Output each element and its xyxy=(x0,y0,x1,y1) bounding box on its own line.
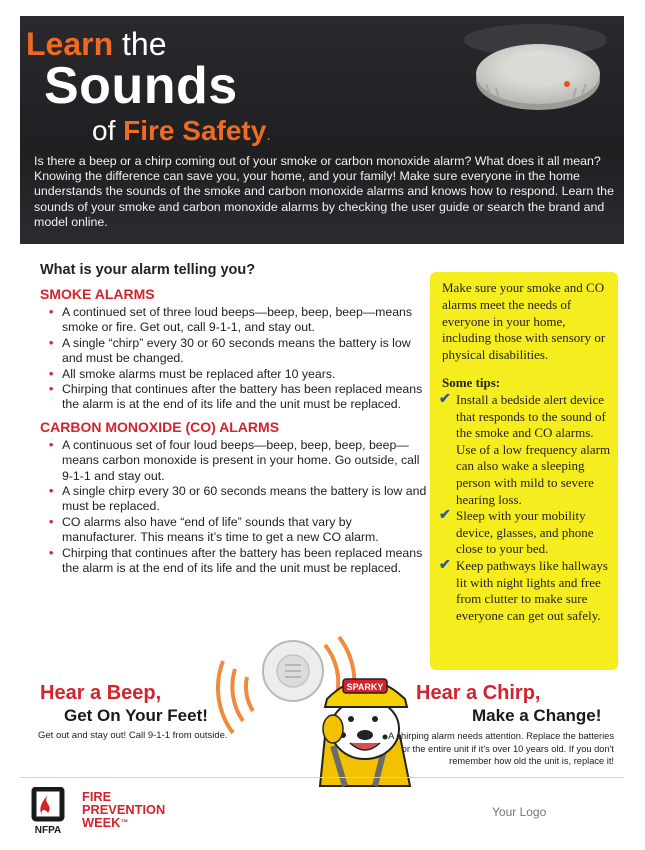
smoke-alarm-small-icon xyxy=(263,641,323,701)
tip-text: Keep pathways like hallways lit with night lights and free from clutter to make sure everyone can get out safely. xyxy=(456,557,608,623)
trademark-mark: ™ xyxy=(120,818,129,827)
chirp-headline: Hear a Chirp, xyxy=(416,682,541,704)
tips-list xyxy=(438,392,614,624)
beep-headline: Hear a Beep, xyxy=(40,682,162,704)
list-item: • A single chirp every 30 or 60 seconds means the battery is low and must be replaced. xyxy=(40,484,430,515)
tip-text: Sleep with your mobility device, glasses, and phone close to your bed. xyxy=(456,508,594,557)
list-item: • A continued set of three loud beeps—beep, beep, beep—means smoke or fire. Get out, call 9-1-1, and stay out. xyxy=(40,305,430,336)
checkmark-icon: ✔ xyxy=(439,508,451,524)
beep-subline: Get On Your Feet! xyxy=(64,706,208,725)
checkmark-icon: ✔ xyxy=(439,392,451,407)
helmet-label: SPARKY xyxy=(346,682,384,692)
fact-sheet-page xyxy=(20,16,624,842)
checkmark-icon: ✔ xyxy=(439,557,451,573)
co-alarms-heading: CARBON MONOXIDE (CO) ALARMS xyxy=(40,418,280,435)
tip-text: Install a bedside alert device that responds to the sound of the smoke and CO alarms. Use of a low frequency alarm can also wake a sleeping person with mild to severe hearing loss. xyxy=(456,392,611,507)
list-item: • Chirping that continues after the battery has been replaced means the alarm is at the end of its life and the unit must be replaced. xyxy=(40,546,430,577)
footer-divider xyxy=(20,777,624,778)
list-item xyxy=(438,392,614,508)
alarm-info-column xyxy=(40,262,430,583)
smoke-alarm-icon xyxy=(456,22,606,137)
title-sounds: Sounds xyxy=(44,57,238,115)
list-item: • CO alarms also have “end of life” sounds that vary by manufacturer. This means it’s time to get a new CO alarm. xyxy=(40,515,430,546)
tips-box xyxy=(430,272,618,670)
campaign-line: WEEK xyxy=(82,815,121,830)
question-heading: What is your alarm telling you? xyxy=(40,262,256,278)
smoke-alarms-list xyxy=(40,305,430,413)
title-line-3 xyxy=(92,115,271,147)
nfpa-label: NFPA xyxy=(34,825,62,836)
list-item: • A continuous set of four loud beeps—beep, beep, beep, beep—means carbon monoxide is present in your home. Go outside, call 9-1-1 and stay out. xyxy=(40,438,430,484)
list-item: • All smoke alarms must be replaced after 10 years. xyxy=(40,367,430,382)
tips-heading: Some tips: xyxy=(442,375,501,390)
co-alarms-list xyxy=(40,438,430,577)
your-logo-placeholder: Your Logo xyxy=(492,805,547,819)
list-item: • Chirping that continues after the battery has been replaced means the alarm is at the end of its life and the unit must be replaced. xyxy=(40,382,430,413)
header-banner xyxy=(20,16,624,244)
title-learn: Learn xyxy=(26,26,114,62)
campaign-line: FIRE xyxy=(82,789,112,804)
fire-prevention-week-logo xyxy=(82,790,165,829)
title-mark: . xyxy=(266,127,271,144)
campaign-line: PREVENTION xyxy=(82,802,166,817)
nfpa-logo-icon xyxy=(26,787,70,837)
chirp-subline: Make a Change! xyxy=(472,706,602,725)
intro-paragraph: Is there a beep or a chirp coming out of your smoke or carbon monoxide alarm? What does it all mean? Knowing the difference can save you, your home, and your family! Make sure everyone in the home understands the sounds of the smoke and carbon monoxide alarms and knows how to respond. Learn the sounds of your smoke and carbon monoxide alarms by checking the user guide or search the brand and model online. xyxy=(34,154,614,229)
chirp-text: A chirping alarm needs attention. Replace the batteries or the entire unit if it's over 10 years old. If you don't remember how old the unit is, replace it! xyxy=(388,731,614,767)
list-item xyxy=(438,508,614,558)
title-fire-safety: Fire Safety xyxy=(123,115,267,146)
tips-intro: Make sure your smoke and CO alarms meet the needs of everyone in your home, including those with sensory or physical disabilities. xyxy=(442,280,606,363)
list-item xyxy=(438,558,614,624)
title-the: the xyxy=(122,26,167,62)
smoke-alarms-heading: SMOKE ALARMS xyxy=(40,286,155,302)
beep-text: Get out and stay out! Call 9-1-1 from outside. xyxy=(38,730,228,741)
title-of: of xyxy=(92,115,116,146)
list-item: • A single “chirp” every 30 or 60 seconds means the battery is low and must be changed. xyxy=(40,336,430,367)
